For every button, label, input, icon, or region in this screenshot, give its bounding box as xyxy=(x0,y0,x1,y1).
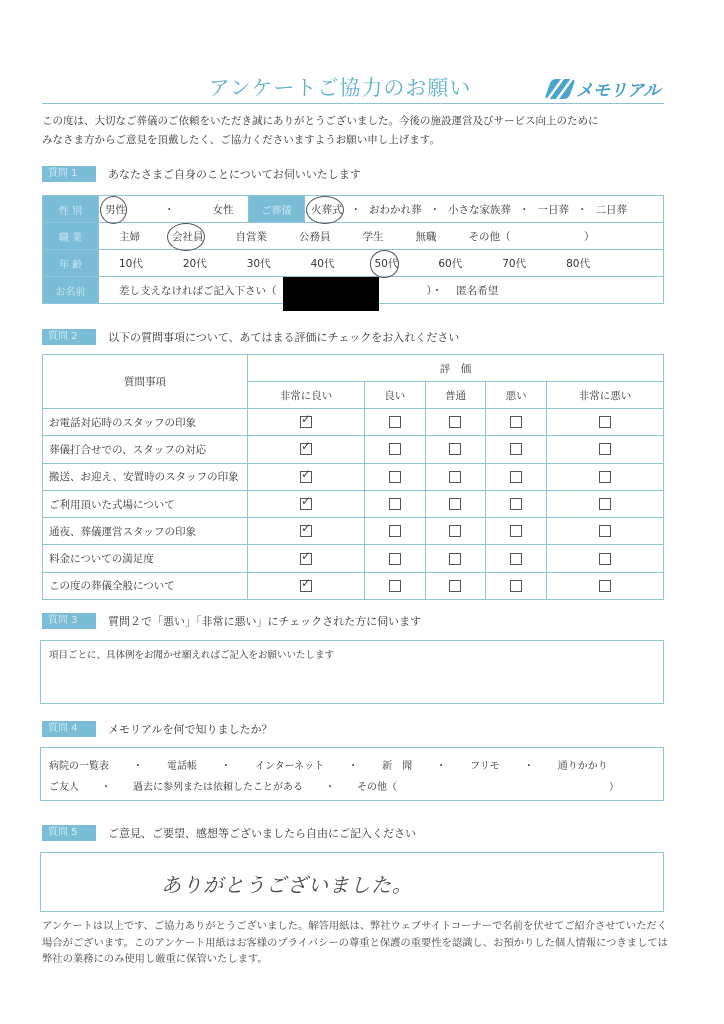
source-option[interactable]: 過去に参列または依頼したことがある xyxy=(133,782,303,793)
ages-option[interactable]: 30代 xyxy=(246,257,271,270)
question-column-header: 質問事項 xyxy=(43,355,248,409)
rating-checkbox[interactable] xyxy=(510,443,522,455)
gender-label: 性 別 xyxy=(43,196,99,223)
name-close: ）・ xyxy=(426,284,443,297)
ages-option[interactable]: 20代 xyxy=(182,257,207,270)
gender-options xyxy=(105,196,242,222)
check-mark-icon: ✓ xyxy=(300,466,312,481)
separator: ・ xyxy=(577,203,588,216)
rating-column-header: 良い xyxy=(364,382,425,409)
jobs-option[interactable]: 主婦 xyxy=(119,230,140,243)
q4-label: 質問 4 xyxy=(42,721,96,737)
rating-checkbox[interactable] xyxy=(389,553,401,565)
q5-text: ご意見、ご要望、感想等ございましたら自由にご記入ください xyxy=(108,827,416,840)
source-option[interactable]: その他（ xyxy=(357,782,397,793)
check-mark-icon: ✓ xyxy=(300,521,312,536)
source-option[interactable]: ご友人 xyxy=(49,782,79,793)
rating-checkbox[interactable] xyxy=(300,548,312,565)
q1-label: 質問 1 xyxy=(42,166,96,182)
check-mark-icon: ✓ xyxy=(300,494,312,509)
ages-option[interactable]: 70代 xyxy=(502,257,527,270)
check-mark-icon: ✓ xyxy=(300,575,312,590)
q1-table xyxy=(42,195,664,304)
separator: ・ xyxy=(325,782,335,793)
rating-checkbox[interactable] xyxy=(300,575,312,592)
rating-checkbox[interactable] xyxy=(300,494,312,510)
rating-row xyxy=(43,409,664,436)
rating-checkbox[interactable] xyxy=(300,466,312,483)
ages-option[interactable]: 60代 xyxy=(438,257,463,270)
rating-checkbox[interactable] xyxy=(599,580,611,592)
jobs-option[interactable]: その他（ ） xyxy=(468,230,595,243)
funeral-label: ご葬儀 xyxy=(249,196,305,223)
q2-heading xyxy=(42,329,459,345)
jobs-option[interactable]: 学生 xyxy=(362,230,384,243)
separator: ・ xyxy=(348,761,359,772)
jobs-option[interactable]: 無職 xyxy=(415,230,437,243)
rating-question: 通夜、葬儀運営スタッフの印象 xyxy=(43,518,248,545)
funeral-option[interactable]: おわかれ葬 xyxy=(369,203,422,216)
q5-handwritten-answer: ありがとうございました。 xyxy=(161,873,413,897)
job-options xyxy=(105,223,657,249)
source-option[interactable]: ） xyxy=(609,782,619,793)
rating-checkbox[interactable] xyxy=(300,439,312,455)
separator: ・ xyxy=(523,761,534,772)
rating-checkbox[interactable] xyxy=(599,443,611,455)
q3-text: 質問２で「悪い」「非常に悪い」にチェックされた方に伺います xyxy=(108,615,422,628)
rating-column-header: 普通 xyxy=(425,382,486,409)
rating-checkbox[interactable] xyxy=(300,412,312,428)
rating-checkbox[interactable] xyxy=(510,498,522,510)
page-title: アンケートご協力のお願い xyxy=(208,76,472,100)
check-mark-icon: ✓ xyxy=(300,439,312,454)
separator: ・ xyxy=(350,203,361,216)
rating-checkbox[interactable] xyxy=(449,553,461,565)
q5-heading xyxy=(42,825,416,841)
rating-question: お電話対応時のスタッフの印象 xyxy=(43,409,248,436)
q1-heading xyxy=(42,166,361,182)
jobs-option[interactable]: 公務員 xyxy=(299,230,331,243)
ages-option[interactable]: 40代 xyxy=(310,257,335,270)
q2-rating-table xyxy=(42,354,664,600)
name-label: お名前 xyxy=(43,277,99,304)
rating-row xyxy=(43,545,664,572)
name-prompt: 差し支えなければご記入下さい（ xyxy=(119,284,277,297)
rating-question: 料金についての満足度 xyxy=(43,545,248,572)
rating-question: この度の葬儀全般について xyxy=(43,572,248,599)
source-option[interactable]: 新 聞 xyxy=(382,761,413,772)
check-mark-icon: ✓ xyxy=(300,412,312,427)
rating-checkbox[interactable] xyxy=(510,525,522,537)
intro-line: この度は、大切なご葬儀のご依頼をいただき誠にありがとうございました。今後の施設運営及びサービス向上のために xyxy=(42,115,599,127)
rating-header: 評 価 xyxy=(248,355,664,382)
rating-column-header: 非常に良い xyxy=(248,382,365,409)
gender-option-selected[interactable]: 男性 xyxy=(105,203,126,216)
rating-checkbox[interactable] xyxy=(449,525,461,537)
jobs-option-selected[interactable]: 会社員 xyxy=(172,230,204,243)
q3-answer-box[interactable] xyxy=(40,640,664,704)
separator: ・ xyxy=(436,761,447,772)
rating-checkbox[interactable] xyxy=(449,498,461,510)
rating-column-header: 悪い xyxy=(486,382,547,409)
q5-label: 質問 5 xyxy=(42,825,96,841)
rating-checkbox[interactable] xyxy=(389,525,401,537)
company-logo xyxy=(548,76,660,101)
gender-option[interactable]: 女性 xyxy=(212,203,234,216)
funeral-option[interactable]: 小さな家族葬 xyxy=(448,203,511,216)
rating-checkbox[interactable] xyxy=(510,553,522,565)
q2-text: 以下の質問事項について、あてはまる評価にチェックをお入れください xyxy=(108,331,460,344)
separator: ・ xyxy=(133,761,143,772)
rating-column-header: 非常に悪い xyxy=(547,382,664,409)
rating-checkbox[interactable] xyxy=(389,416,401,428)
logo-mark-icon xyxy=(544,79,575,99)
rating-checkbox[interactable] xyxy=(599,498,611,510)
rating-row xyxy=(43,463,664,490)
separator: ・ xyxy=(221,761,231,772)
ages-option[interactable]: 10代 xyxy=(119,257,143,270)
job-label: 職 業 xyxy=(43,223,99,250)
rating-checkbox[interactable] xyxy=(389,471,401,483)
source-option[interactable]: 病院の一覧表 xyxy=(49,761,109,772)
ages-option-selected[interactable]: 50代 xyxy=(374,257,399,270)
rating-checkbox[interactable] xyxy=(599,553,611,565)
age-label: 年 齢 xyxy=(43,250,99,277)
separator: ・ xyxy=(519,203,530,216)
rating-row xyxy=(43,436,664,463)
funeral-option[interactable]: 一日葬 xyxy=(537,203,569,216)
rating-checkbox[interactable] xyxy=(599,525,611,537)
rating-checkbox[interactable] xyxy=(510,580,522,592)
q4-heading xyxy=(42,721,273,737)
rating-row xyxy=(43,490,664,517)
redacted-name xyxy=(283,277,379,311)
rating-checkbox[interactable] xyxy=(449,471,461,483)
rating-checkbox[interactable] xyxy=(599,416,611,428)
ages-option[interactable]: 80代 xyxy=(566,257,590,270)
q4-text: メモリアルを何で知りましたか？ xyxy=(108,723,273,736)
rating-checkbox[interactable] xyxy=(449,443,461,455)
q1-text: あなたさまご自身のことについてお伺いいたします xyxy=(108,168,361,181)
rating-question: ご利用頂いた式場について xyxy=(43,490,248,517)
rating-checkbox[interactable] xyxy=(599,471,611,483)
age-options xyxy=(105,250,657,276)
rating-question: 搬送、お迎え、安置時のスタッフの印象 xyxy=(43,463,248,490)
rating-row xyxy=(43,572,664,599)
rating-checkbox[interactable] xyxy=(389,443,401,455)
q3-label: 質問 3 xyxy=(42,613,96,629)
logo-text: メモリアル xyxy=(576,81,661,101)
rating-checkbox[interactable] xyxy=(510,416,522,428)
rating-checkbox[interactable] xyxy=(389,580,401,592)
title-divider xyxy=(42,103,664,104)
rating-checkbox[interactable] xyxy=(449,416,461,428)
rating-question: 葬儀打合せでの、スタッフの対応 xyxy=(43,436,248,463)
source-option[interactable]: インターネット xyxy=(255,761,325,772)
name-field[interactable] xyxy=(277,283,427,297)
source-option[interactable]: 通りかかり xyxy=(557,761,608,772)
footer-notice: アンケートは以上です、ご協力ありがとうございました。解答用紙は、弊社ウェブサイトコーナーで名前を伏せてご紹介させていただく場合がございます。このアンケート用紙はお客様のプライバシーの尊重と保護の重要性を認識し、お預かりした個人情報につきましては弊社の業務にのみ使用し厳重に保管いたします。 xyxy=(42,920,668,965)
q5-answer-box[interactable] xyxy=(40,852,664,912)
intro-text xyxy=(42,112,599,150)
separator: ・ xyxy=(164,203,175,216)
rating-checkbox[interactable] xyxy=(510,471,522,483)
check-mark-icon: ✓ xyxy=(300,548,312,563)
separator: ・ xyxy=(429,203,440,216)
anonymous-option[interactable]: 匿名希望 xyxy=(456,284,499,297)
q3-hint: 項目ごとに、具体例をお聞かせ願えればご記入をお願いいたします xyxy=(49,650,335,661)
intro-line: みなさま方からご意見を頂戴したく、ご協力くださいますようお願い申し上げます。 xyxy=(42,134,440,146)
funeral-options xyxy=(311,196,657,222)
jobs-option[interactable]: 自営業 xyxy=(235,230,267,243)
source-option[interactable]: 電話帳 xyxy=(167,761,197,772)
q4-options-box xyxy=(40,747,664,801)
q2-label: 質問 2 xyxy=(42,329,96,345)
rating-checkbox[interactable] xyxy=(449,580,461,592)
separator: ・ xyxy=(101,782,111,793)
rating-checkbox[interactable] xyxy=(300,521,312,537)
rating-checkbox[interactable] xyxy=(389,498,401,510)
q3-heading xyxy=(42,613,421,629)
funeral-option[interactable]: 二日葬 xyxy=(595,203,627,216)
funeral-option-selected[interactable]: 火葬式 xyxy=(311,203,343,216)
rating-row xyxy=(43,518,664,545)
source-option[interactable]: フリモ xyxy=(470,761,500,772)
